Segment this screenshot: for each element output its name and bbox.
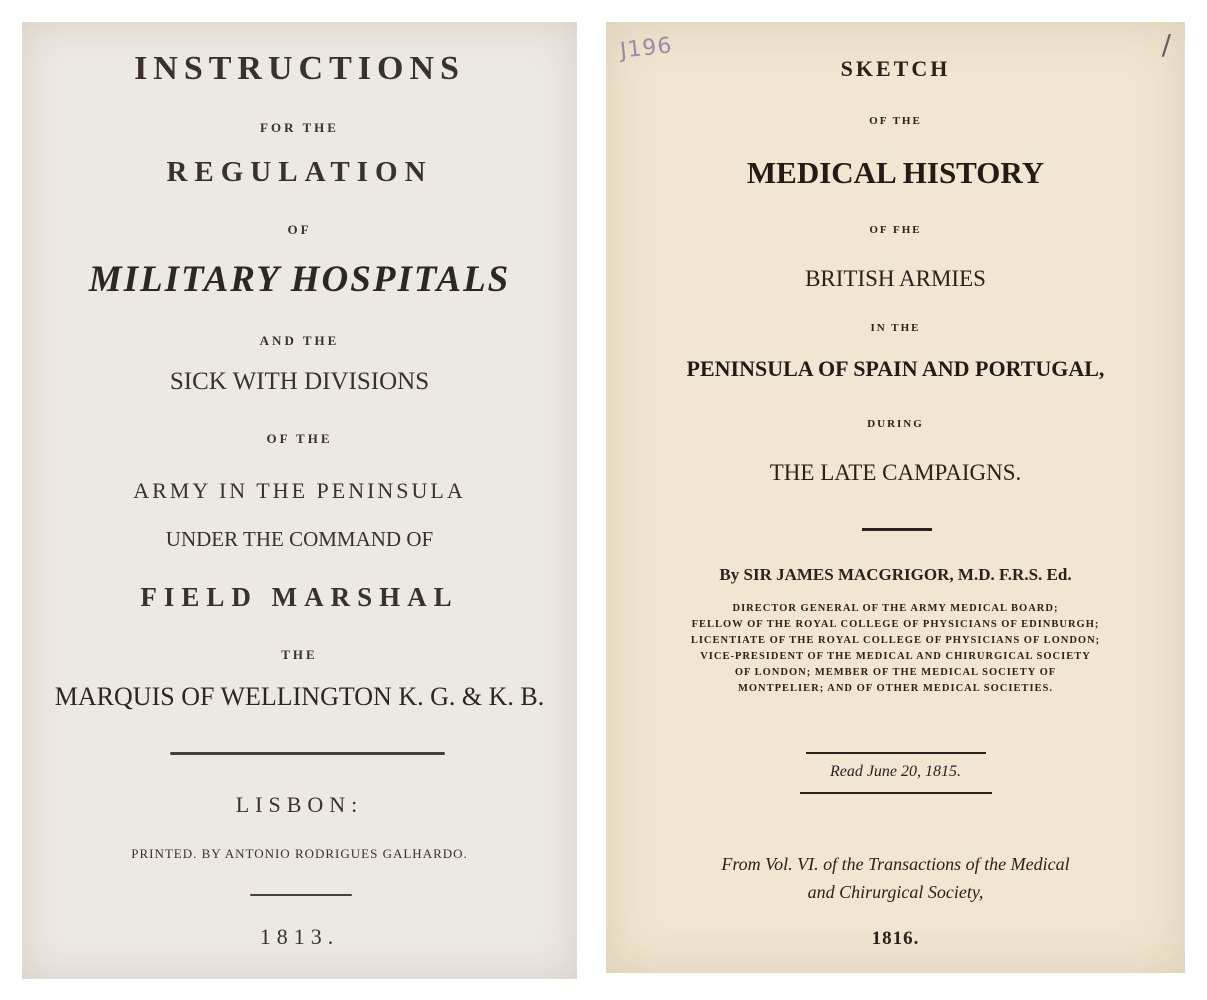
credential-line: DIRECTOR GENERAL OF THE ARMY MEDICAL BOARD; <box>732 603 1059 614</box>
left-title-page <box>22 22 577 979</box>
right-source-line-2: and Chirurgical Society, <box>807 882 984 902</box>
left-marquis-line: MARQUIS OF WELLINGTON K. G. & K. B. <box>54 682 545 711</box>
handwritten-note: J196 <box>618 33 674 64</box>
right-peninsula-line: PENINSULA OF SPAIN AND PORTUGAL, <box>686 356 1105 381</box>
right-source-line-1: From Vol. VI. of the Transactions of the Medical <box>721 854 1070 874</box>
right-during: DURING <box>867 418 924 430</box>
credential-line: VICE-PRESIDENT OF THE MEDICAL AND CHIRURGICAL SOCIETY <box>700 651 1091 662</box>
left-ornamental-rule <box>170 752 445 755</box>
left-sick-with-divisions: SICK WITH DIVISIONS <box>169 368 430 395</box>
right-medical-history: MEDICAL HISTORY <box>746 155 1045 190</box>
right-author: By SIR JAMES MACGRIGOR, M.D. F.R.S. Ed. <box>719 565 1072 584</box>
right-read-date: Read June 20, 1815. <box>829 763 962 780</box>
right-of-the-2: OF FHE <box>869 224 922 236</box>
left-army-line: ARMY IN THE PENINSULA <box>133 478 466 503</box>
right-of-the: OF THE <box>869 115 922 127</box>
credential-line: OF LONDON; MEMBER OF THE MEDICAL SOCIETY OF <box>734 667 1057 678</box>
left-under-line: UNDER THE COMMAND OF <box>165 527 434 551</box>
right-british-armies: BRITISH ARMIES <box>805 266 986 291</box>
credential-line: LICENTIATE OF THE ROYAL COLLEGE OF PHYSICIANS OF LONDON; <box>690 635 1101 646</box>
left-place: LISBON: <box>235 792 364 817</box>
right-in-the: IN THE <box>870 322 921 334</box>
right-late-campaigns: THE LATE CAMPAIGNS. <box>769 460 1022 485</box>
left-of: OF <box>287 222 312 237</box>
left-printer: PRINTED. BY ANTONIO RODRIGUES GALHARDO. <box>131 846 468 861</box>
left-the: THE <box>281 647 318 662</box>
right-rule-2 <box>806 752 986 754</box>
right-year: 1816. <box>871 928 920 949</box>
right-rule-3 <box>800 792 992 794</box>
credential-line: FELLOW OF THE ROYAL COLLEGE OF PHYSICIANS OF EDINBURGH; <box>691 619 1100 630</box>
left-title: INSTRUCTIONS <box>134 50 465 87</box>
right-title: SKETCH <box>840 56 951 81</box>
left-for-the: FOR THE <box>260 120 339 135</box>
right-title-page <box>606 22 1185 973</box>
left-short-rule <box>250 894 352 896</box>
left-year: 1813. <box>259 924 340 949</box>
right-rule-1 <box>862 528 932 531</box>
left-of-the: OF THE <box>266 431 333 446</box>
left-military-hospitals: MILITARY HOSPITALS <box>88 259 511 300</box>
handwritten-corner-mark: / <box>1161 28 1171 61</box>
credential-line: MONTPELIER; AND OF OTHER MEDICAL SOCIETIES. <box>737 683 1054 694</box>
left-and-the: AND THE <box>259 333 340 348</box>
left-field-marshal: FIELD MARSHAL <box>140 582 459 612</box>
left-regulation: REGULATION <box>166 156 433 188</box>
